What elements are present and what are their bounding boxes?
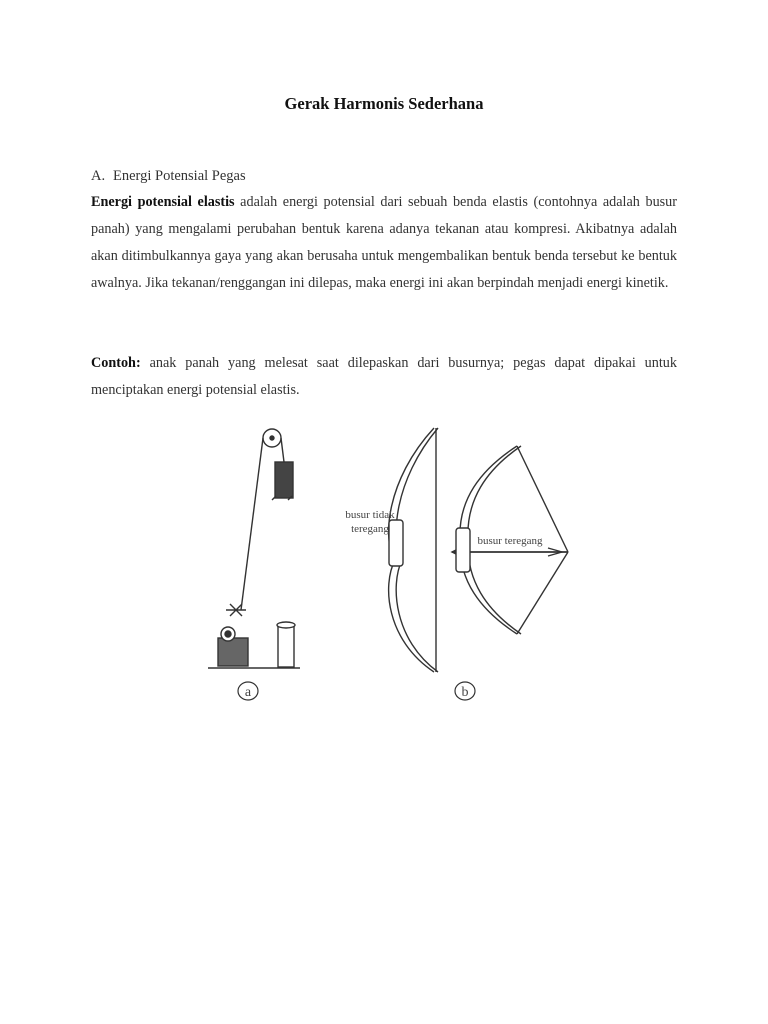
label-a-marker [238,682,258,700]
section-letter: A. [91,168,106,184]
paragraph-example [91,350,677,404]
pulley-string [241,438,263,610]
paragraph2-text: anak panah yang melesat saat dilepaskan dari busurnya; pegas dapat dipakai untuk menciptakan energi potensial elastis. [91,355,677,398]
paragraph1-text: adalah energi potensial dari sebuah benda elastis (contohnya adalah busur panah) yang mengalami perubahan bentuk karena adanya tekanan atau kompresi. Akibatnya adalah akan ditimbulkannya gaya yang akan berusaha untuk mengembalikan bentuk benda tersebut ke bentuk awalnya. Jika tekanan/renggangan ini dilepas, maka energi ini akan berpindah menjadi energi kinetik. [91,194,677,291]
section-heading [91,168,246,185]
strung-bow-string-bottom [517,552,568,634]
motor-hub [225,631,231,637]
unstrung-bow-grip [389,520,403,566]
unstrung-label-line2: teregang [351,523,389,535]
strung-label: busur teregang [477,535,543,547]
post-cylinder [278,625,294,667]
strung-bow-grip [456,528,470,572]
hanging-weight [275,462,293,498]
figure-b-bows [389,428,568,672]
pulley-axle [270,436,274,440]
paragraph1-bold-term: Energi potensial elastis [91,194,235,210]
page-title: Gerak Harmonis Sederhana [284,94,484,113]
label-b-marker [455,682,475,700]
label-b: b [461,685,469,700]
paragraph2-bold-term: Contoh: [91,355,141,371]
post-top [277,622,295,628]
illustration-figure [190,420,590,710]
weight-string [281,438,284,462]
section-heading-text: Energi Potensial Pegas [113,168,246,184]
paragraph-elastic-energy [91,189,677,297]
unstrung-label-line1: busur tidak [345,509,395,521]
illustration-svg [190,420,590,710]
clamp-device [226,604,246,616]
label-a: a [244,685,252,700]
base-motor [218,638,248,666]
figure-a-pulley-apparatus [208,429,300,668]
